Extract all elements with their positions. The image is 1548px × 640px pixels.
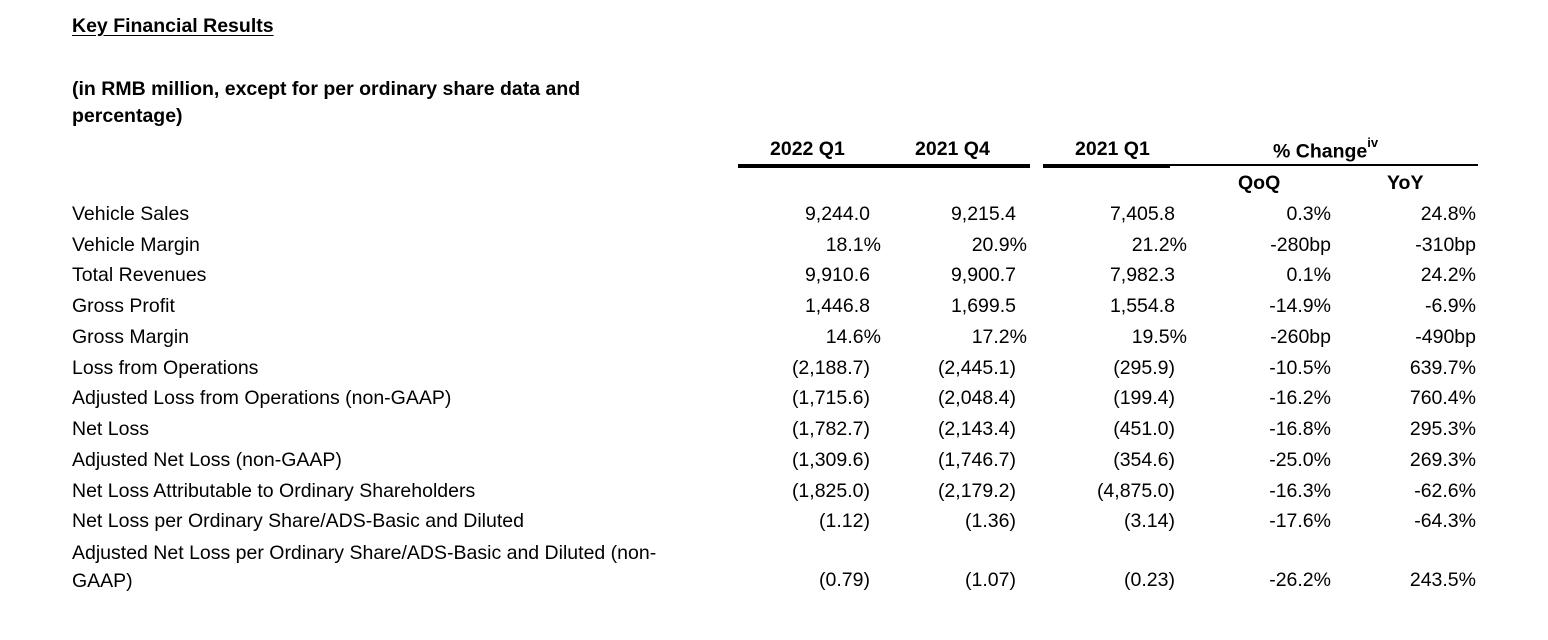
row-label: Net Loss per Ordinary Share/ADS-Basic and Diluted [72,510,524,532]
cell-q4-2021: 9,900.7 [950,264,1016,286]
cell-q4-2021: (2,179.2) [937,480,1016,502]
cell-yoy: -6.9% [1425,295,1476,317]
cell-q1-2022: (1,782.7) [791,418,870,440]
cell-q4-2021: 1,699.5 [950,295,1016,317]
cell-q1-2021: (354.6) [1113,449,1175,471]
cell-q1-2022: (2,188.7) [791,357,870,379]
header-rule-double-left [738,166,1030,168]
row-label: Net Loss Attributable to Ordinary Shareholders [72,480,476,502]
cell-q4-2021: (1.36) [965,510,1016,532]
cell-q1-2022: 1,446.8 [804,295,870,317]
cell-q1-2021: 1,554.8 [1109,295,1175,317]
cell-yoy: -64.3% [1414,510,1476,532]
cell-q4-2021: 20.9% [971,234,1027,256]
cell-q1-2021: 21.2% [1131,234,1187,256]
cell-q4-2021: (1,746.7) [937,449,1016,471]
cell-yoy: 639.7% [1409,357,1476,379]
col-header-2021-q4: 2021 Q4 [915,138,990,160]
cell-q1-2021: 7,405.8 [1109,203,1175,225]
report-title: Key Financial Results [72,15,274,37]
row-label: Loss from Operations [72,357,259,379]
cell-yoy: 269.3% [1409,449,1476,471]
cell-qoq: -16.8% [1269,418,1331,440]
cell-q1-2021: (3.14) [1124,510,1175,532]
cell-q1-2021: (451.0) [1113,418,1175,440]
cell-q1-2021: (0.23) [1124,569,1175,591]
cell-qoq: 0.1% [1286,264,1331,286]
cell-q1-2021: 19.5% [1131,326,1187,348]
row-label: Net Loss [72,418,149,440]
cell-yoy: -310bp [1415,234,1476,256]
row-label: Adjusted Net Loss (non-GAAP) [72,449,342,471]
cell-q1-2022: 9,910.6 [804,264,870,286]
cell-q1-2022: 14.6% [825,326,881,348]
cell-q1-2022: (0.79) [819,569,870,591]
col-header-2022-q1: 2022 Q1 [770,138,845,160]
cell-yoy: 760.4% [1409,387,1476,409]
cell-yoy: -62.6% [1414,480,1476,502]
col-header-pct-change [1273,135,1379,164]
cell-q1-2022: (1.12) [819,510,870,532]
cell-q1-2022: (1,825.0) [791,480,870,502]
col-header-yoy: YoY [1387,172,1424,194]
cell-q1-2022: 18.1% [825,234,881,256]
cell-qoq: -17.6% [1269,510,1331,532]
cell-q4-2021: (1.07) [965,569,1016,591]
cell-q4-2021: (2,048.4) [937,387,1016,409]
row-label: Vehicle Sales [72,203,190,225]
cell-q1-2022: (1,309.6) [791,449,870,471]
footnote-marker: iv [1367,135,1379,150]
cell-qoq: -25.0% [1269,449,1331,471]
cell-yoy: 295.3% [1409,418,1476,440]
row-label: Adjusted Loss from Operations (non-GAAP) [72,387,452,409]
cell-qoq: 0.3% [1286,203,1331,225]
cell-q1-2021: (4,875.0) [1096,480,1175,502]
row-label: Gross Margin [72,326,190,348]
cell-yoy: 24.8% [1420,203,1476,225]
cell-q4-2021: (2,445.1) [937,357,1016,379]
cell-yoy: 24.2% [1420,264,1476,286]
cell-q4-2021: (2,143.4) [937,418,1016,440]
cell-q1-2021: (295.9) [1113,357,1175,379]
header-rule-double-right [1043,166,1170,168]
cell-qoq: -16.3% [1269,480,1331,502]
cell-qoq: -26.2% [1269,569,1331,591]
cell-q1-2021: 7,982.3 [1109,264,1175,286]
cell-qoq: -16.2% [1269,387,1331,409]
row-label: Total Revenues [72,264,207,286]
cell-q4-2021: 17.2% [971,326,1027,348]
col-header-qoq: QoQ [1238,172,1281,194]
row-label: Adjusted Net Loss per Ordinary Share/ADS-Basic and Diluted (non-GAAP) [72,542,657,592]
col-header-2021-q1: 2021 Q1 [1075,138,1150,160]
cell-yoy: -490bp [1415,326,1476,348]
cell-qoq: -280bp [1270,234,1331,256]
cell-q1-2022: (1,715.6) [791,387,870,409]
units-note: (in RMB million, except for per ordinary share data and percentage) [72,78,581,127]
pct-change-label: % Change [1273,140,1368,163]
cell-qoq: -10.5% [1269,357,1331,379]
cell-q1-2021: (199.4) [1113,387,1175,409]
cell-qoq: -260bp [1270,326,1331,348]
row-label: Vehicle Margin [72,234,200,256]
cell-q4-2021: 9,215.4 [950,203,1016,225]
cell-qoq: -14.9% [1269,295,1331,317]
row-label: Gross Profit [72,295,175,317]
cell-yoy: 243.5% [1409,569,1476,591]
cell-q1-2022: 9,244.0 [804,203,870,225]
